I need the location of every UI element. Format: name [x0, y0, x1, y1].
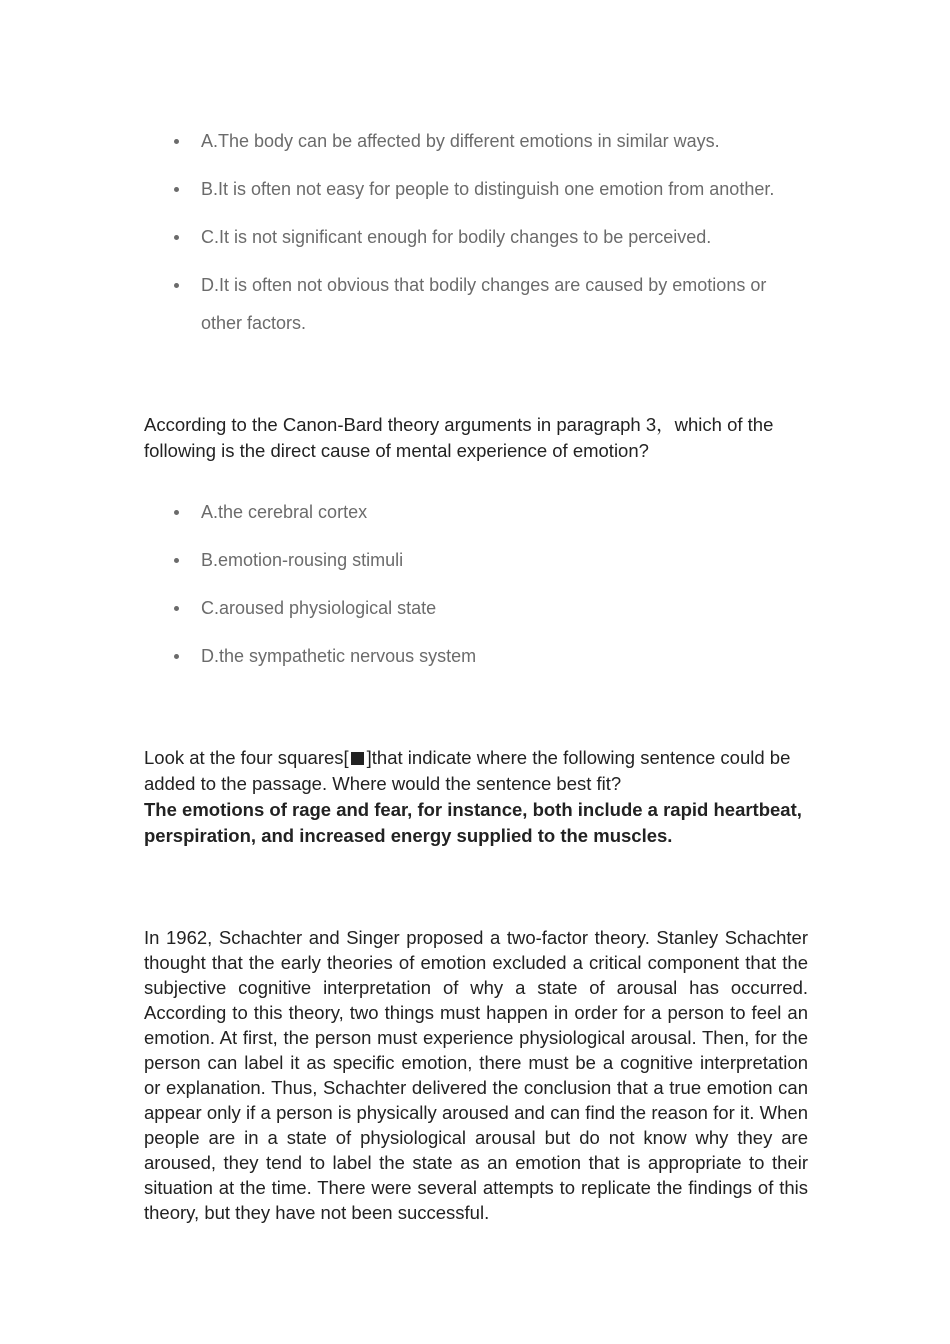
question1-option-b[interactable]: B.It is often not easy for people to distinguish one emotion from another. [144, 170, 808, 208]
question2-prompt: According to the Canon-Bard theory arguments in paragraph 3，which of the following is the direct cause of mental experience of emotion? [144, 414, 774, 461]
question2-option-a[interactable]: A.the cerebral cortex [144, 493, 808, 531]
question1-option-d[interactable]: D.It is often not obvious that bodily changes are caused by emotions or other factors. [144, 266, 808, 342]
question1-option-c[interactable]: C.It is not significant enough for bodily changes to be perceived. [144, 218, 808, 256]
question2 [144, 412, 808, 464]
question3-prompt-end: ]that indicate where the following sentence could be added to the passage. Where would the sentence best fit? [144, 747, 791, 794]
question2-option-d[interactable]: D.the sympathetic nervous system [144, 637, 808, 675]
question2-option-c[interactable]: C.aroused physiological state [144, 589, 808, 627]
question1-options [144, 122, 808, 352]
question3 [144, 745, 808, 849]
insert-sentence: The emotions of rage and fear, for instance, both include a rapid heartbeat, perspiration, and increased energy supplied to the muscles. [144, 799, 802, 846]
black-square-icon [351, 752, 364, 765]
question1-option-a[interactable]: A.The body can be affected by different emotions in similar ways. [144, 122, 808, 160]
question3-prompt [144, 745, 808, 797]
question3-prompt-start: Look at the four squares[ [144, 747, 349, 768]
question2-option-b[interactable]: B.emotion-rousing stimuli [144, 541, 808, 579]
passage-paragraph: In 1962, Schachter and Singer proposed a two-factor theory. Stanley Schachter thought that the early theories of emotion excluded a critical component that the subjective cognitive interpretation of why a state of arousal has occurred. According to this theory, two things must happen in order for a person to feel an emotion. At first, the person must experience physiological arousal. Then, for the person can label it as specific emotion, there must be a cognitive interpretation or explanation. Thus, Schachter delivered the conclusion that a true emotion can appear only if a person is physically aroused and can find the reason for it. When people are in a state of physiological arousal but do not know why they are aroused, they tend to label the state as an emotion that is appropriate to their situation at the time. There were several attempts to replicate the findings of this theory, but they have not been successful. [144, 927, 808, 1223]
question2-options [144, 493, 808, 685]
